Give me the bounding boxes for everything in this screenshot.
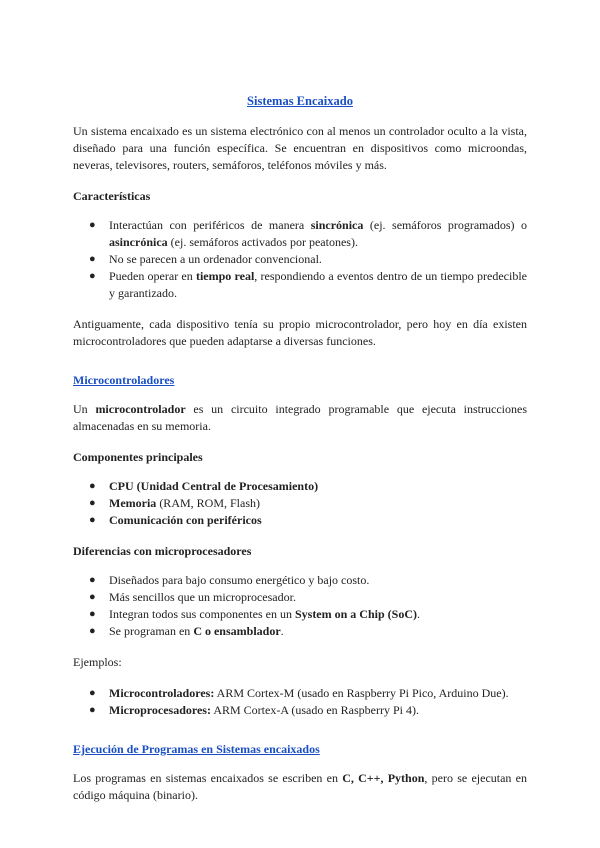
bullet-icon: ● <box>89 253 96 265</box>
microcontroller-definition: Un microcontrolador es un circuito integrado programable que ejecuta instrucciones almacenadas en su memoria. <box>73 402 527 433</box>
bullet-icon: ● <box>89 704 96 716</box>
bullet-icon: ● <box>89 608 96 620</box>
list-item: ● Pueden operar en tiempo real, respondiendo a eventos dentro de un tiempo predecible y garantizado. <box>89 269 527 300</box>
bullet-icon: ● <box>89 687 96 699</box>
components-heading: Componentes principales <box>73 450 203 464</box>
list-item: ● Más sencillos que un microprocesador. <box>89 590 296 604</box>
list-item: ● Microprocesadores: ARM Cortex-A (usado en Raspberry Pi 4). <box>89 703 419 717</box>
execution-heading[interactable]: Ejecución de Programas en Sistemas encaixados <box>73 742 320 756</box>
document-content <box>73 90 527 804</box>
page-title[interactable]: Sistemas Encaixado <box>247 94 353 108</box>
list-item: ● Memoria (RAM, ROM, Flash) <box>89 496 260 510</box>
bullet-icon: ● <box>89 625 96 637</box>
intro-paragraph: Un sistema encaixado es un sistema electrónico con al menos un controlador oculto a la vista, diseñado para una función específica. Se encuentran en dispositivos como microondas, neveras, televisores, routers, semáforos, teléfonos móviles y más. <box>73 124 527 172</box>
list-item: ● Se programan en C o ensamblador. <box>89 624 284 638</box>
closing-paragraph: Antiguamente, cada dispositivo tenía su propio microcontrolador, pero hoy en día existen microcontroladores que pueden adaptarse a diversas funciones. <box>73 317 527 348</box>
examples-list <box>73 685 527 719</box>
list-item: ● Integran todos sus componentes en un System on a Chip (SoC). <box>89 607 420 621</box>
execution-paragraph: Los programas en sistemas encaixados se escriben en C, C++, Python, pero se ejecutan en código máquina (binario). <box>73 771 528 802</box>
bullet-icon: ● <box>89 270 96 282</box>
bullet-icon: ● <box>89 219 96 231</box>
examples-label: Ejemplos: <box>73 655 122 669</box>
list-item: ● Interactúan con periféricos de manera sincrónica (ej. semáforos programados) o asincrónica (ej. semáforos activados por peatones). <box>89 218 527 249</box>
microcontroladores-heading[interactable]: Microcontroladores <box>73 373 175 387</box>
bullet-icon: ● <box>89 591 96 603</box>
characteristics-list <box>73 217 527 302</box>
differences-list <box>73 572 527 640</box>
list-item: ● Diseñados para bajo consumo energético y bajo costo. <box>89 573 370 587</box>
bullet-icon: ● <box>89 480 96 492</box>
list-item: ● Comunicación con periféricos <box>89 513 262 527</box>
characteristics-heading: Características <box>73 189 151 203</box>
list-item: ● No se parecen a un ordenador convencional. <box>89 252 322 266</box>
bullet-icon: ● <box>89 514 96 526</box>
components-list <box>73 478 527 529</box>
differences-heading: Diferencias con microprocesadores <box>73 544 252 558</box>
list-item: ● CPU (Unidad Central de Procesamiento) <box>89 479 319 493</box>
list-item: ● Microcontroladores: ARM Cortex-M (usado en Raspberry Pi Pico, Arduino Due). <box>89 686 509 700</box>
bullet-icon: ● <box>89 497 96 509</box>
bullet-icon: ● <box>89 574 96 586</box>
